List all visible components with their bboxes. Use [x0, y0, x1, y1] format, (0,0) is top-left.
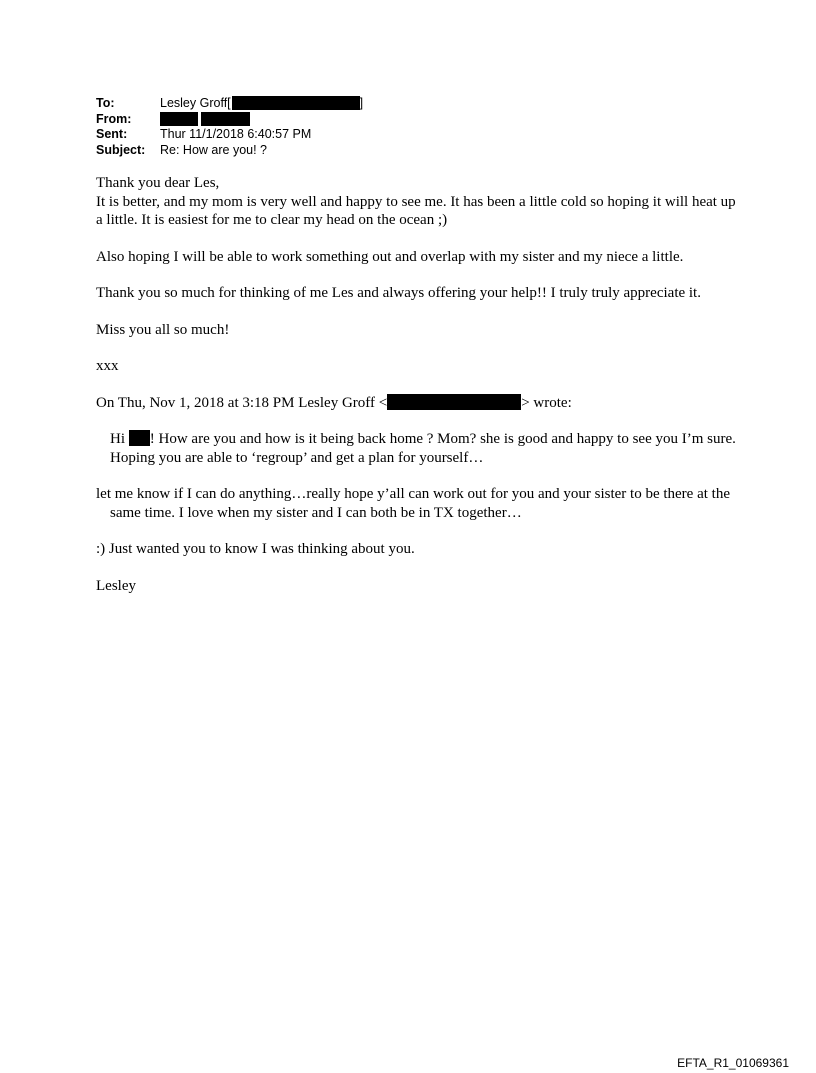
- quoted-text: ! How are you and how is it being back home ? Mom? she is good and happy to see you I’m sure. Hoping you are able to ‘regroup’ and get a plan for yourself…: [110, 431, 736, 466]
- redaction-box: [160, 112, 198, 126]
- greeting: Thank you dear Les,: [96, 175, 220, 191]
- to-value: [160, 96, 363, 112]
- redaction-box: [201, 112, 250, 126]
- redaction-box: [129, 430, 150, 446]
- body-paragraph: It is better, and my mom is very well and happy to see me. It has been a little cold so hoping it will heat up a little. It is easiest for me to clear my head on the ocean ;): [96, 193, 736, 228]
- body-paragraph: Thank you so much for thinking of me Les and always offering your help!! I truly truly appreciate it.: [96, 285, 701, 301]
- from-label: From:: [96, 111, 132, 126]
- sent-label: Sent:: [96, 127, 128, 141]
- quote-attribution: [96, 394, 736, 413]
- quoted-paragraph: let me know if I can do anything…really hope y’all can work out for you and your sister to be there at the same time. I love when my sister and I can both be in TX together…: [96, 486, 730, 521]
- body-paragraph: Also hoping I will be able to work something out and overlap with my sister and my niece a little.: [96, 248, 684, 265]
- signature: Lesley: [96, 577, 136, 594]
- redaction-box: [232, 96, 360, 110]
- subject-value: Re: How are you! ?: [160, 142, 267, 157]
- from-value: [160, 112, 250, 128]
- to-label: To:: [96, 96, 115, 110]
- document-id: EFTA_R1_01069361: [677, 1056, 789, 1070]
- sign-off: xxx: [96, 358, 119, 374]
- quoted-paragraph: :) Just wanted you to know I was thinking about you.: [96, 541, 415, 557]
- quoted-text: Hi: [110, 431, 129, 447]
- to-name: Lesley Groff[: [160, 96, 231, 110]
- attribution-text: On Thu, Nov 1, 2018 at 3:18 PM Lesley Groff <: [96, 394, 388, 411]
- quoted-paragraph: [96, 430, 736, 467]
- to-bracket: ]: [359, 96, 364, 110]
- sent-value: Thur 11/1/2018 6:40:57 PM: [160, 127, 312, 141]
- subject-label: Subject:: [96, 142, 146, 157]
- redaction-box: [387, 394, 521, 410]
- email-body: [96, 174, 736, 595]
- attribution-text: > wrote:: [521, 394, 572, 411]
- body-paragraph: Miss you all so much!: [96, 321, 230, 338]
